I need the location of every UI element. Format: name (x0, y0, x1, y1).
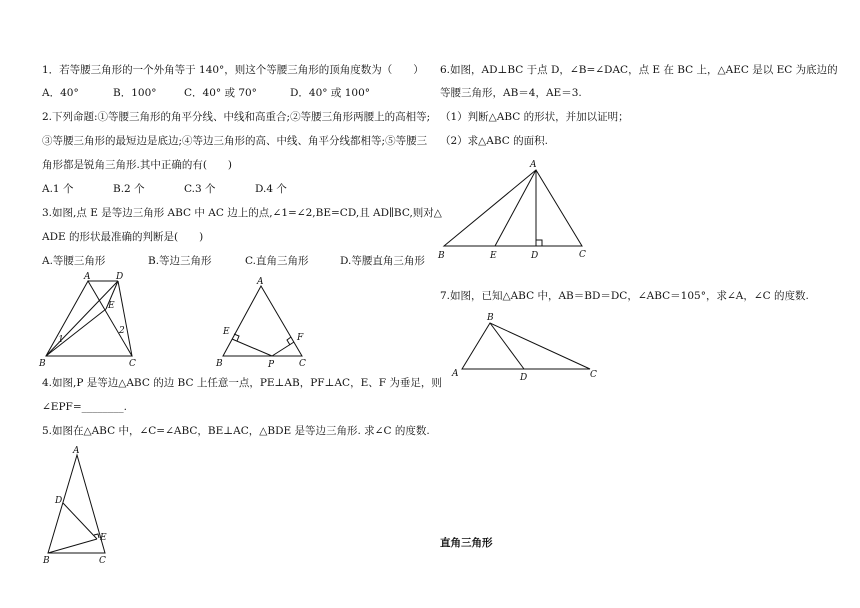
q7-stem: 7.如图，已知△ABC 中，AB＝BD＝DC，∠ABC＝105°，求∠A，∠C 的度数. (440, 290, 809, 302)
fig7-triangle-abc (462, 323, 590, 369)
q3-option-d: D.等腰直角三角形 (340, 255, 425, 267)
q2-option-b: B.2 个 (113, 183, 145, 195)
q4-line-1: 4.如图,P 是等边△ABC 的边 BC 上任意一点，PE⊥AB，PF⊥AC，E、F 为垂足，则 (42, 377, 442, 389)
fig3-label-b: B (39, 359, 46, 369)
fig6-label-b: B (438, 251, 445, 261)
section-title: 直角三角形 (440, 537, 493, 549)
q4-line-2: ∠EPF=________. (42, 401, 127, 413)
fig6-label-e: E (490, 251, 497, 261)
q1-option-d: D．40° 或 100° (290, 87, 370, 99)
fig3-label-1: 1 (58, 335, 64, 345)
fig4-label-p: P (268, 360, 275, 370)
fig7-segment-bd (490, 323, 524, 369)
q6-line-2: 等腰三角形，AB＝4，AE＝3. (440, 87, 582, 99)
fig5-label-a: A (73, 446, 80, 456)
fig5-label-e: E (100, 533, 107, 543)
q1-option-c: C．40° 或 70° (184, 87, 257, 99)
fig4-label-a: A (257, 277, 264, 287)
fig7-label-b: B (487, 313, 494, 323)
fig5-label-c: C (99, 556, 106, 566)
fig6-label-d: D (531, 251, 539, 261)
q1-option-b: B．100° (113, 87, 157, 99)
fig3-label-a: A (84, 272, 91, 282)
fig4-label-e: E (223, 327, 230, 337)
q2-option-a: A.1 个 (42, 183, 74, 195)
q3-option-c: C.直角三角形 (245, 255, 309, 267)
fig4-label-c: C (299, 359, 306, 369)
q6-part-1: （1）判断△ABC 的形状，并加以证明； (440, 111, 629, 123)
q2-option-d: D.4 个 (255, 183, 287, 195)
q5-stem: 5.如图在△ABC 中，∠C=∠ABC，BE⊥AC，△BDE 是等边三角形. 求∠C 的度数. (42, 425, 430, 437)
fig3-label-e: E (108, 301, 115, 311)
q3-option-b: B.等边三角形 (148, 255, 212, 267)
q2-line-2: ③等腰三角形的最短边是底边;④等边三角形的高、中线、角平分线都相等;⑤等腰三 (42, 135, 428, 147)
q1-option-a: A．40° (42, 87, 79, 99)
q2-line-3: 角形都是锐角三角形.其中正确的有( ) (42, 159, 233, 171)
fig3-label-2: 2 (119, 326, 125, 336)
fig3-label-c: C (129, 359, 136, 369)
q3-line-1: 3.如图,点 E 是等边三角形 ABC 中 AC 边上的点,∠1=∠2,BE=CD,且 AD∥BC,则对△ (42, 207, 442, 219)
q3-line-2: ADE 的形状最准确的判断是( ) (42, 231, 204, 243)
fig4-label-f: F (297, 333, 304, 343)
q6-part-2: （2）求△ABC 的面积. (440, 135, 548, 147)
q2-line-1: 2.下列命题:①等腰三角形的角平分线、中线和高重合;②等腰三角形两腰上的高相等; (42, 111, 431, 123)
q2-option-c: C.3 个 (184, 183, 216, 195)
fig7-label-a: A (452, 369, 459, 379)
fig6-label-c: C (579, 250, 586, 260)
fig7-label-c: C (590, 370, 597, 380)
q3-option-a: A.等腰三角形 (42, 255, 106, 267)
fig5-label-b: B (43, 556, 50, 566)
fig5-label-d: D (55, 496, 63, 506)
fig4-label-b: B (216, 359, 223, 369)
q1-stem: 1．若等腰三角形的一个外角等于 140°，则这个等腰三角形的顶角度数为（ ） (42, 64, 424, 76)
fig7-label-d: D (520, 373, 528, 383)
fig3-label-d: D (116, 272, 124, 282)
q6-line-1: 6.如图，AD⊥BC 于点 D，∠B=∠DAC，点 E 在 BC 上，△AEC 是以 EC 为底边的 (440, 64, 838, 76)
fig6-label-a: A (530, 160, 537, 170)
